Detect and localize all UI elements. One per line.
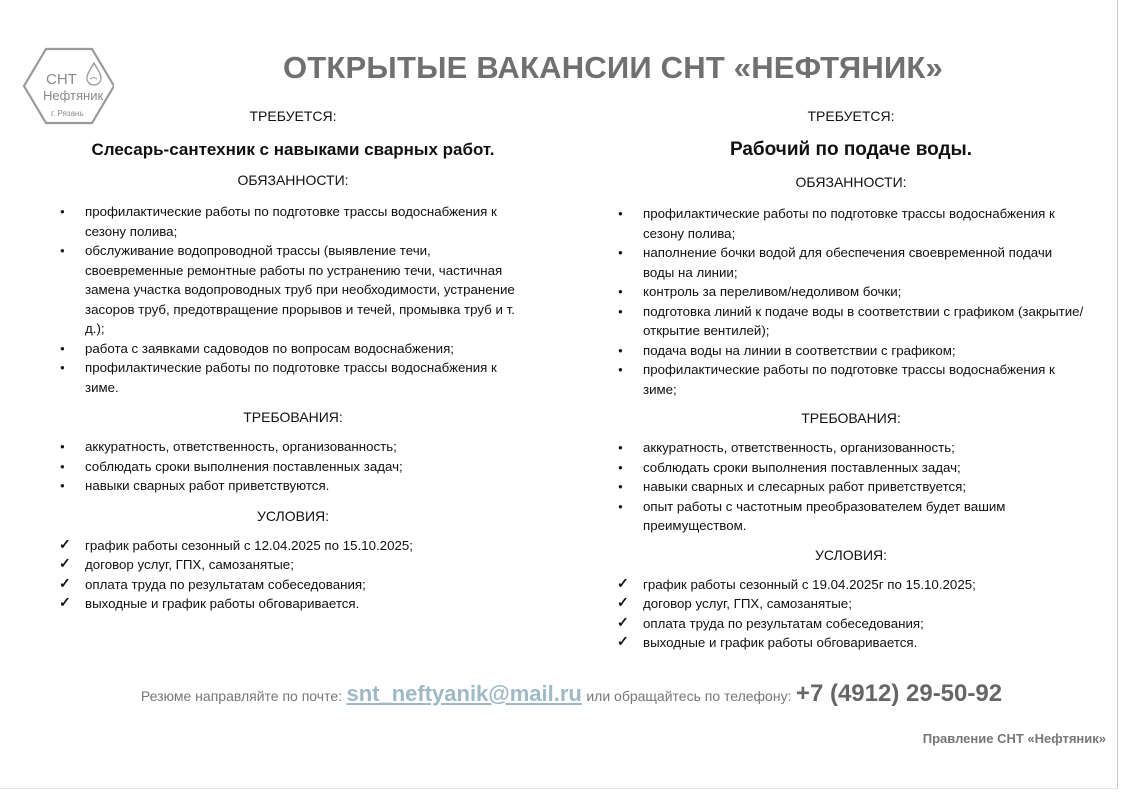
conditions-label: УСЛОВИЯ: — [814, 546, 888, 563]
list-item: ✓ оплата труда по результатам собеседования; — [58, 575, 528, 595]
phone-number: +7 (4912) 29-50-92 — [795, 680, 1003, 707]
duties-list — [616, 204, 1086, 399]
list-item: ● контроль за переливом/недоливом бочки; — [616, 282, 1086, 302]
vacancy-water-worker — [616, 108, 1086, 653]
contact-middle: или обращайтесь по телефону: — [586, 688, 792, 704]
requirements-list — [616, 438, 1086, 536]
list-item: ● аккуратность, ответственность, организованность; — [616, 438, 1086, 458]
page-title: ОТКРЫТЫЕ ВАКАНСИИ СНТ «НЕФТЯНИК» — [282, 50, 943, 85]
list-item: ● аккуратность, ответственность, организованность; — [58, 437, 528, 457]
list-item: ✓ договор услуг, ГПХ, самозанятые; — [616, 594, 1086, 614]
list-item: ● профилактические работы по подготовке трассы водоснабжения к сезону полива; — [58, 202, 528, 241]
required-label: ТРЕБУЕТСЯ: — [807, 108, 895, 124]
list-item: ● наполнение бочки водой для обеспечения своевременной подачи воды на линии; — [616, 243, 1086, 282]
list-item: ✓ договор услуг, ГПХ, самозанятые; — [58, 555, 528, 575]
list-item: ● обслуживание водопроводной трассы (выявление течи, своевременные ремонтные работы по устранению течи, частичная замена участка водопроводных труб при необходимости, устранение засоров труб, предотвращение прорывов и течей, промывка труб и т. д.); — [58, 241, 528, 339]
conditions-list — [58, 536, 528, 614]
duties-label: ОБЯЗАННОСТИ: — [795, 174, 907, 190]
list-item: ✓ график работы сезонный с 12.04.2025 по 15.10.2025; — [58, 536, 528, 556]
list-item: ● соблюдать сроки выполнения поставленных задач; — [616, 458, 1086, 478]
list-item: ● профилактические работы по подготовке трассы водоснабжения к зиме. — [58, 358, 528, 397]
conditions-list — [616, 575, 1086, 653]
required-label: ТРЕБУЕТСЯ: — [249, 108, 337, 124]
list-item: ● работа с заявками садоводов по вопросам водоснабжения; — [58, 339, 528, 359]
duties-label: ОБЯЗАННОСТИ: — [237, 172, 349, 188]
logo-line1: СНТ — [46, 71, 77, 88]
list-item: ✓ выходные и график работы обговаривается. — [616, 633, 1086, 653]
list-item: ● профилактические работы по подготовке трассы водоснабжения к зиме; — [616, 360, 1086, 399]
requirements-label: ТРЕБОВАНИЯ: — [801, 410, 901, 426]
list-item: ● подача воды на линии в соответствии с графиком; — [616, 341, 1086, 361]
contact-line — [0, 680, 1123, 708]
duties-list — [58, 202, 528, 397]
list-item: ● соблюдать сроки выполнения поставленных задач; — [58, 457, 528, 477]
email-link[interactable]: snt_neftyanik@mail.ru — [346, 681, 582, 706]
contact-prefix: Резюме направляйте по почте: — [140, 688, 343, 704]
position-title: Слесарь-сантехник с навыками сварных работ. — [91, 140, 495, 159]
list-item: ✓ выходные и график работы обговаривается. — [58, 594, 528, 614]
list-item: ✓ оплата труда по результатам собеседования; — [616, 614, 1086, 634]
requirements-label: ТРЕБОВАНИЯ: — [243, 409, 343, 425]
list-item: ● подготовка линий к подаче воды в соответствии с графиком (закрытие/открытие вентилей); — [616, 302, 1086, 341]
position-title: Рабочий по подаче воды. — [729, 139, 973, 160]
list-item: ● профилактические работы по подготовке трассы водоснабжения к сезону полива; — [616, 204, 1086, 243]
signature: Правление СНТ «Нефтяник» — [922, 731, 1106, 746]
list-item: ● опыт работы с частотным преобразователем будет вашим преимуществом. — [616, 497, 1086, 536]
conditions-label: УСЛОВИЯ: — [256, 507, 330, 524]
list-item: ✓ график работы сезонный с 19.04.2025г по 15.10.2025; — [616, 575, 1086, 595]
requirements-list — [58, 437, 528, 496]
list-item: ● навыки сварных работ приветствуются. — [58, 476, 528, 496]
logo-line2: Нефтяник — [43, 88, 104, 103]
vacancy-plumber — [58, 108, 528, 614]
logo-city: г. Рязань — [51, 109, 84, 118]
list-item: ● навыки сварных и слесарных работ приветствуется; — [616, 477, 1086, 497]
